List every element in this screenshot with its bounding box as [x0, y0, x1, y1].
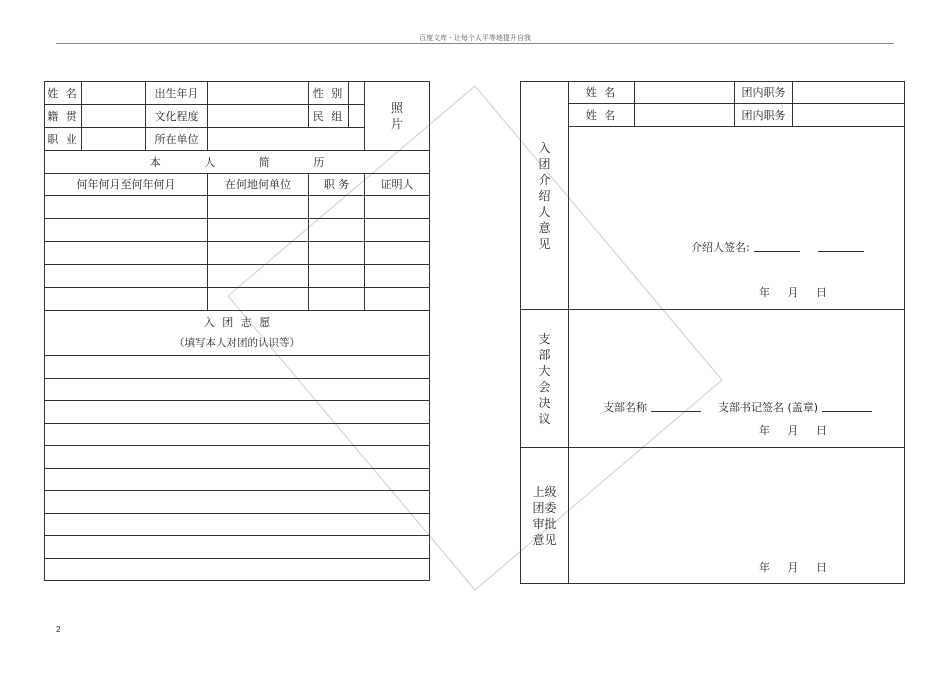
occupation-label: 职 业 [45, 128, 82, 151]
occupation-field[interactable] [82, 128, 146, 151]
wish-line [45, 536, 430, 559]
header-rule [56, 43, 894, 44]
origin-label: 籍 贯 [45, 105, 82, 128]
introducer2-name-label: 姓 名 [569, 104, 635, 127]
introducer2-duty-field[interactable] [793, 104, 905, 127]
wish-line [45, 446, 430, 469]
resume-header-period: 何年何月至何年何月 [45, 174, 208, 196]
name-field[interactable] [82, 82, 146, 105]
education-field[interactable] [208, 105, 309, 128]
wish-line [45, 491, 430, 514]
ethnicity-field[interactable] [349, 105, 365, 128]
education-label: 文化程度 [146, 105, 208, 128]
resume-header-unit: 在何地何单位 [208, 174, 309, 196]
introducer-opinion-area[interactable] [569, 127, 905, 310]
branch-signature-line [603, 402, 876, 413]
secretary-label: 支部书记签名 (盖章) [718, 401, 819, 414]
introducer1-name-label: 姓 名 [569, 82, 635, 104]
signature-line [818, 250, 864, 252]
introducer-date: 年 月 日 [759, 286, 827, 299]
resume-row [45, 219, 430, 242]
unit-label: 所在单位 [146, 128, 208, 151]
ethnicity-label: 民 组 [309, 105, 349, 128]
application-form-left [44, 81, 430, 581]
introducer1-name-field[interactable] [635, 82, 735, 104]
wish-line [45, 513, 430, 536]
introducer2-name-field[interactable] [635, 104, 735, 127]
birth-field[interactable] [208, 82, 309, 105]
resume-title: 本 人 简 历 [45, 151, 430, 174]
resume-header-witness: 证明人 [365, 174, 430, 196]
unit-field[interactable] [208, 128, 365, 151]
wish-line [45, 468, 430, 491]
resume-row [45, 265, 430, 288]
photo-label: 照 片 [390, 101, 403, 131]
superior-date: 年 月 日 [759, 561, 827, 574]
wish-line [45, 558, 430, 581]
branch-name-label: 支部名称 [603, 401, 647, 414]
superior-section-label: 上级团委审批意见 [521, 448, 569, 584]
origin-field[interactable] [82, 105, 146, 128]
branch-section-label: 支部大会决议 [521, 310, 569, 448]
branch-date: 年 月 日 [759, 424, 827, 437]
wish-line [45, 401, 430, 424]
wish-title: 入 团 志 愿 [203, 316, 271, 330]
birth-label: 出生年月 [146, 82, 208, 105]
introducer-section-label: 入团介绍人意见 [521, 82, 569, 310]
introducer1-duty-label: 团内职务 [735, 82, 793, 104]
gender-field[interactable] [349, 82, 365, 105]
gender-label: 性 别 [309, 82, 349, 105]
resume-row [45, 196, 430, 219]
application-form-right [520, 81, 905, 584]
wish-subtitle: （填写本人对团的认识等） [174, 337, 300, 350]
wish-line [45, 356, 430, 379]
branch-decision-area[interactable] [569, 310, 905, 448]
superior-approval-area[interactable] [569, 448, 905, 584]
resume-row [45, 242, 430, 265]
page-number: 2 [56, 625, 61, 634]
name-label: 姓 名 [45, 82, 82, 105]
introducer1-duty-field[interactable] [793, 82, 905, 104]
wish-header [45, 311, 430, 356]
signature-line [754, 250, 800, 252]
wish-line [45, 378, 430, 401]
introducer2-duty-label: 团内职务 [735, 104, 793, 127]
wish-line [45, 423, 430, 446]
resume-row [45, 288, 430, 311]
photo-box [365, 82, 430, 151]
introducer-signature: 介绍人签名: [691, 242, 868, 253]
page-header: 百度文库 - 让每个人平等地提升自我 [419, 34, 531, 42]
resume-header-duty: 职 务 [309, 174, 365, 196]
